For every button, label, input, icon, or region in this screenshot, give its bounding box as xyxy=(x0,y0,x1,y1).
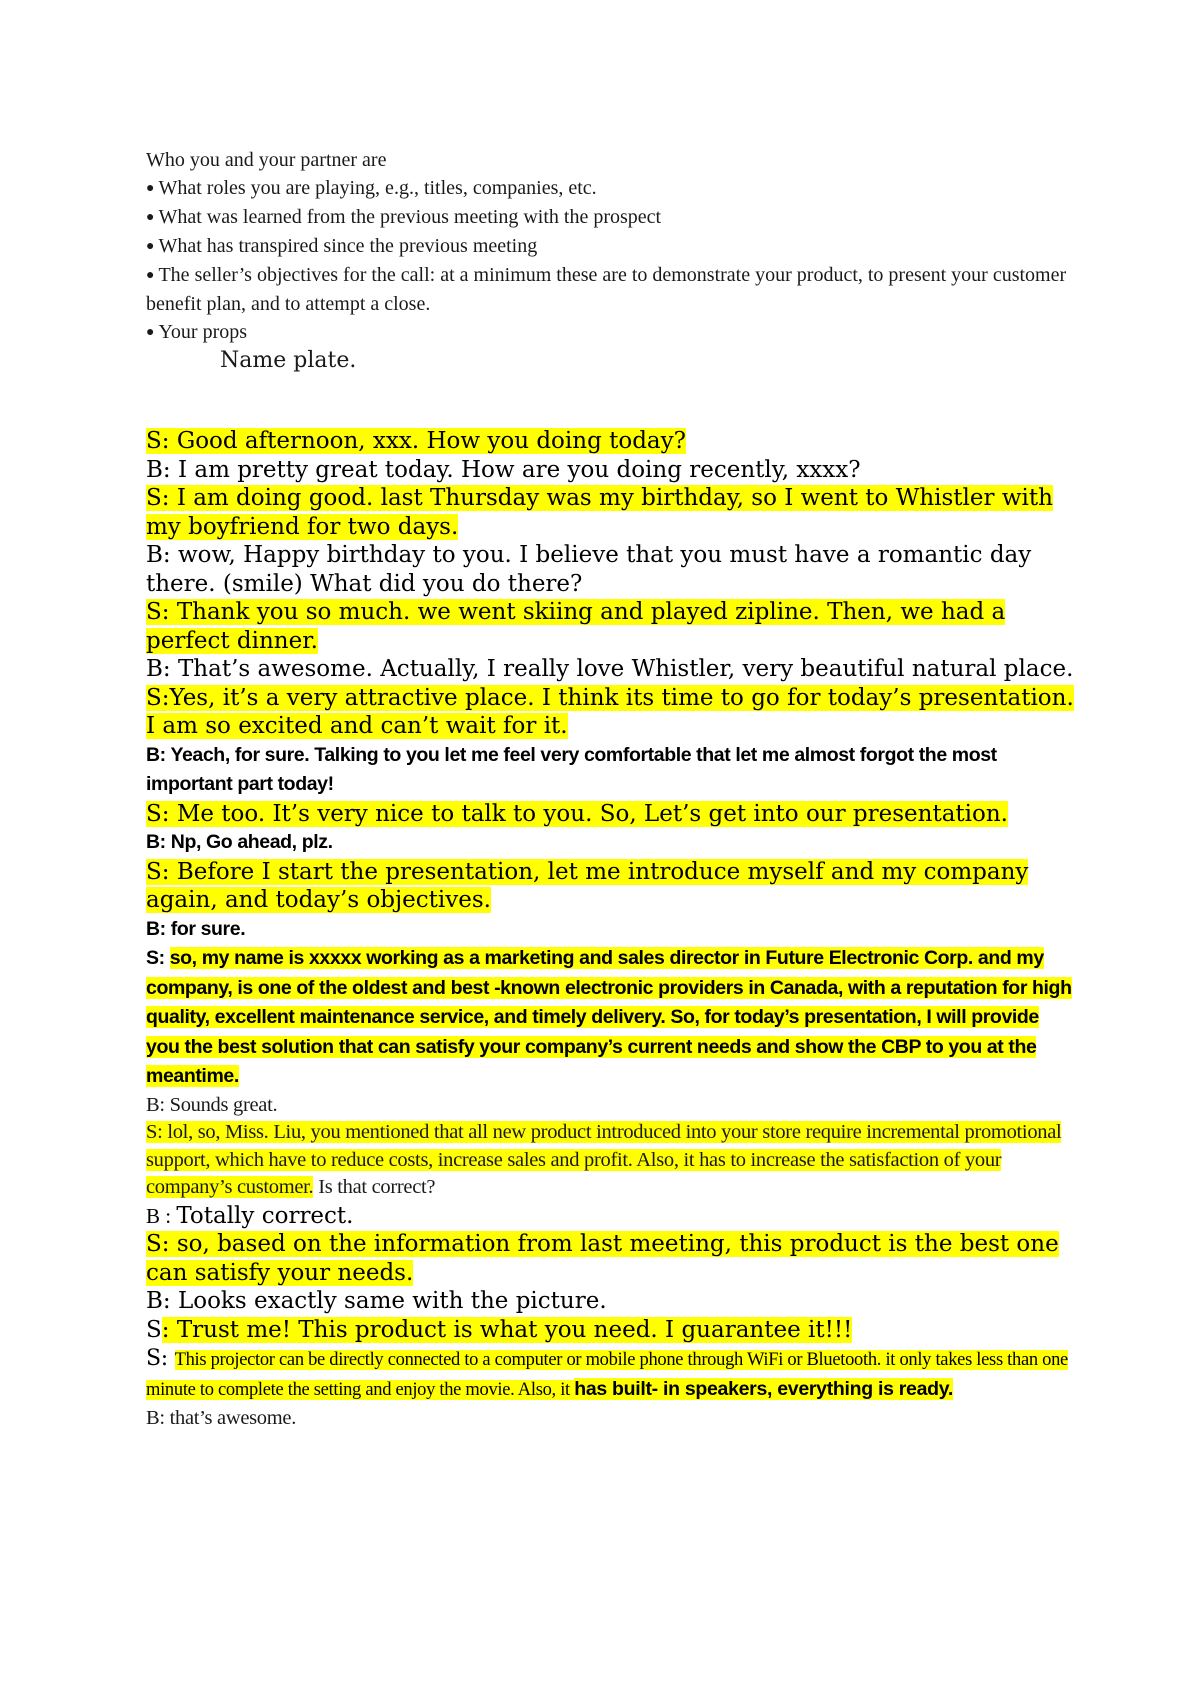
dialogue-line-9: S: Me too. It’s very nice to talk to you. So, Let’s get into our presentation. xyxy=(146,800,1008,827)
dialogue-line-7: S:Yes, it’s a very attractive place. I think its time to go for today’s presentation. I am so excited and can’t wait for it. xyxy=(146,684,1074,739)
dialogue-line-4: B: wow, Happy birthday to you. I believe that you must have a romantic day there. (smile) What did you do there? xyxy=(146,542,1032,597)
intro-bullet-5: ● Your props xyxy=(146,321,248,343)
intro-bullet-3: ● What has transpired since the previous meeting xyxy=(146,235,538,257)
dialogue-line-3: S: I am doing good. last Thursday was my birthday, so I went to Whistler with my boyfriend for two days. xyxy=(146,485,1053,540)
dialogue-line-15: S: lol, so, Miss. Liu, you mentioned that all new product introduced into your store require incremental promotional support, which have to reduce costs, increase sales and profit. Also, it has to increase the satisfaction of your company’s customer. Is that correct? xyxy=(146,1121,1062,1198)
intro-bullet-4: ● The seller’s objectives for the call: at a minimum these are to demonstrate your product, to present your customer benefit plan, and to attempt a close. xyxy=(146,264,1067,315)
document-content xyxy=(146,146,1076,1433)
dialogue-line-10: B: Np, Go ahead, plz. xyxy=(146,831,333,853)
bullet-dot-icon: ● xyxy=(146,325,155,340)
bullet-dot-icon: ● xyxy=(146,268,155,283)
dialogue-line-20: S: This projector can be directly connected to a computer or mobile phone through WiFi or Bluetooth. it only takes less than one minute to complete the setting and enjoy the movie. Also, it has built- in speakers, everything is ready. xyxy=(146,1346,1068,1400)
dialogue-line-6: B: That’s awesome. Actually, I really love Whistler, very beautiful natural place. xyxy=(146,656,1074,682)
intro-title: Who you and your partner are xyxy=(146,149,387,171)
dialogue-line-13: S: so, my name is xxxxx working as a marketing and sales director in Future Electronic Corp. and my company, is one of the oldest and best -known electronic providers in Canada, with a reputation for high quality, excellent maintenance service, and timely delivery. So, for today’s presentation, I will provide you the best solution that can satisfy your company’s current needs and show the CBP to you at the meantime. xyxy=(146,947,1072,1087)
props-item: Name plate. xyxy=(220,348,357,373)
dialogue-line-2: B: I am pretty great today. How are you doing recently, xxxx? xyxy=(146,456,861,483)
dialogue-line-18: B: Looks exactly same with the picture. xyxy=(146,1288,607,1314)
dialogue-line-21: B: that’s awesome. xyxy=(146,1407,297,1429)
dialogue-line-19: S: Trust me! This product is what you need. I guarantee it!!! xyxy=(146,1316,853,1343)
dialogue-line-17: S: so, based on the information from last meeting, this product is the best one can satisfy your needs. xyxy=(146,1231,1059,1286)
dialogue-line-8: B: Yeach, for sure. Talking to you let me feel very comfortable that let me almost forgot the most important part today! xyxy=(146,743,997,795)
dialogue-line-12: B: for sure. xyxy=(146,917,246,940)
intro-bullet-2: ● What was learned from the previous meeting with the prospect xyxy=(146,206,662,228)
bullet-dot-icon: ● xyxy=(146,181,155,196)
dialogue-line-1: S: Good afternoon, xxx. How you doing today? xyxy=(146,428,686,454)
dialogue-line-16: B : Totally correct. xyxy=(146,1202,354,1229)
dialogue-line-11: S: Before I start the presentation, let me introduce myself and my company again, and today’s objectives. xyxy=(146,858,1029,913)
intro-section xyxy=(146,146,1076,375)
dialogue-line-14: B: Sounds great. xyxy=(146,1093,278,1116)
intro-bullet-1: ● What roles you are playing, e.g., titles, companies, etc. xyxy=(146,177,597,199)
dialogue-section xyxy=(146,427,1076,1433)
dialogue-line-5: S: Thank you so much. we went skiing and played zipline. Then, we had a perfect dinner. xyxy=(146,599,1006,654)
bullet-dot-icon: ● xyxy=(146,239,155,254)
bullet-dot-icon: ● xyxy=(146,210,155,225)
